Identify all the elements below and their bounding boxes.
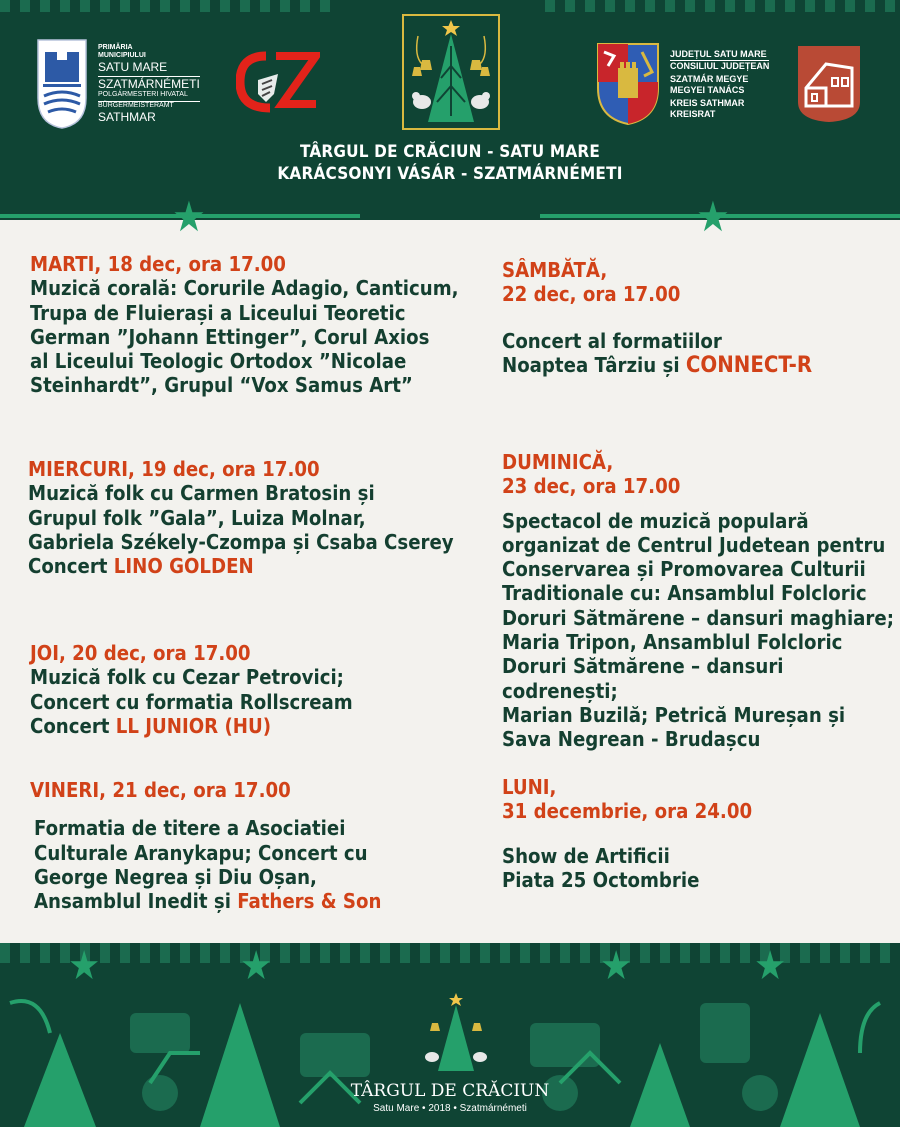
- star-icon: ★: [696, 192, 730, 241]
- judet-line5: KREIS SATHMAR: [670, 97, 745, 108]
- primaria-city: SATU MARE: [98, 60, 168, 74]
- event-line-prefix: Noaptea Târziu și: [502, 352, 686, 377]
- judet-line3: SZATMÁR MEGYE: [670, 73, 749, 84]
- judet-line4: MEGYEI TANÁCS: [670, 84, 745, 95]
- event-when: 23 dec, ora 17.00: [502, 474, 681, 499]
- event-line: Concert cu formatia Rollscream: [30, 689, 353, 714]
- judet-coat-of-arms-icon: [596, 42, 660, 126]
- event-line: Doruri Sătmărene – dansuri maghiare;: [502, 605, 894, 630]
- event-when: 22 dec, ora 17.00: [502, 282, 681, 307]
- event-line: Piata 25 Octombrie: [502, 867, 700, 892]
- event-duminica: [502, 450, 900, 752]
- judet-line2: CONSILIUL JUDEȚEAN: [670, 60, 770, 71]
- star-icon: ★: [600, 943, 633, 989]
- event-day: MARTI,: [30, 252, 102, 276]
- event-line: Marian Buzilă; Petrică Mureșan și: [502, 702, 846, 727]
- header-zigzag-left: [0, 0, 340, 12]
- event-line: Steinhardt”, Grupul “Vox Samus Art”: [30, 373, 413, 398]
- event-line-last: [502, 353, 812, 378]
- judet-text: [670, 49, 769, 120]
- primaria-de-small: BÜRGERMEISTERAMT: [98, 101, 200, 110]
- cz-logo-icon: [236, 50, 320, 114]
- event-line: Grupul folk ”Gala”, Luiza Molnar,: [28, 505, 366, 530]
- event-day: JOI,: [30, 641, 66, 665]
- star-icon: ★: [240, 943, 273, 989]
- christmas-tree-logo: [402, 14, 500, 130]
- primaria-de: SATHMAR: [98, 110, 156, 124]
- header-title-hu: KARÁCSONYI VÁSÁR - SZATMÁRNÉMETI: [277, 164, 623, 184]
- event-line: Culturale Aranykapu; Concert cu: [34, 840, 368, 865]
- event-line: Muzică corală: Corurile Adagio, Canticum,: [30, 276, 459, 301]
- header-banner: [0, 0, 900, 220]
- event-day: MIERCURI,: [28, 457, 135, 481]
- event-when: 21 dec, ora 17.00: [106, 778, 291, 802]
- footer-subtitle: Satu Mare • 2018 • Szatmárnémeti: [373, 1103, 527, 1114]
- event-joi: [30, 641, 353, 738]
- primaria-shield-icon: [36, 38, 88, 130]
- event-line-last: [30, 714, 353, 738]
- event-marti: [30, 252, 459, 398]
- headliner-name: CONNECT-R: [685, 352, 813, 378]
- event-miercuri: [28, 457, 454, 578]
- judet-line1: JUDEȚUL SATU MARE: [670, 49, 769, 61]
- headliner-name: Fathers & Son: [237, 889, 382, 914]
- headliner-name: LL JUNIOR (HU): [115, 713, 271, 738]
- event-line: Muzică folk cu Carmen Bratosin și: [28, 481, 375, 506]
- event-day: LUNI,: [502, 775, 557, 799]
- event-heading: [28, 457, 454, 481]
- event-line: Traditionale cu: Ansamblul Folcloric: [502, 581, 867, 606]
- event-day: DUMINICĂ,: [502, 450, 614, 474]
- event-line: German ”Johann Ettinger”, Corul Axios: [30, 324, 430, 349]
- judet-line6: KREISRAT: [670, 108, 716, 119]
- footer-banner: [0, 943, 900, 1127]
- event-heading: [30, 252, 459, 276]
- event-line: Gabriela Székely-Czompa și Csaba Cserey: [28, 529, 454, 554]
- star-icon: ★: [68, 943, 101, 989]
- event-line-last: [30, 889, 381, 913]
- primaria-logo: [36, 38, 200, 130]
- event-when: 19 dec, ora 17.00: [134, 457, 320, 481]
- event-line: Maria Tripon, Ansamblul Folcloric: [502, 630, 843, 655]
- event-when: 31 decembrie, ora 24.00: [502, 799, 753, 824]
- event-line-prefix: Concert: [28, 554, 114, 579]
- event-day: SÂMBĂTĂ,: [502, 258, 608, 282]
- event-line: Formatia de titere a Asociatiei: [34, 816, 346, 841]
- headliner-name: LINO GOLDEN: [113, 554, 254, 579]
- judet-logo: [596, 42, 769, 126]
- event-when: 20 dec, ora 17.00: [65, 641, 251, 665]
- event-line: Sava Negrean - Brudașcu: [502, 727, 761, 752]
- primaria-hu-small: POLGÁRMESTERI HIVATAL: [98, 91, 188, 98]
- event-line-last: [28, 554, 454, 578]
- event-vineri: [30, 778, 381, 913]
- footer-title: TÂRGUL DE CRĂCIUN: [350, 1081, 550, 1101]
- event-line: Spectacol de muzică populară: [502, 508, 809, 533]
- event-heading: [30, 641, 353, 665]
- primaria-small: PRIMĂRIA MUNICIPIULUI: [98, 44, 146, 59]
- primaria-hu: SZATMÁRNÉMETI: [98, 77, 200, 91]
- event-line: George Negrea și Diu Oșan,: [34, 864, 317, 889]
- house-logo-icon: [796, 44, 862, 124]
- star-icon: ★: [172, 192, 206, 241]
- event-line: organizat de Centrul Judetean pentru: [502, 532, 886, 557]
- event-line: Muzică folk cu Cezar Petrovici;: [30, 665, 344, 690]
- star-icon: ★: [754, 943, 787, 989]
- event-day: VINERI,: [30, 778, 107, 802]
- primaria-text: [98, 44, 200, 124]
- footer-tree-logo-icon: [420, 991, 492, 1075]
- event-line: Conservarea și Promovarea Culturii: [502, 557, 866, 582]
- event-line: Show de Artificii: [502, 843, 670, 868]
- event-line: Trupa de Fluierași a Liceului Teoretic: [30, 300, 406, 325]
- header-zigzag-right: [545, 0, 900, 12]
- event-line: Doruri Sătmărene – dansuri codrenești;: [502, 654, 784, 703]
- event-sambata: [502, 258, 812, 378]
- header-title-ro: TÂRGUL DE CRĂCIUN - SATU MARE: [300, 142, 600, 162]
- event-line: al Liceului Teologic Ortodox ”Nicolae: [30, 349, 407, 374]
- event-heading: [30, 778, 381, 802]
- christmas-tree-icon: [404, 16, 498, 128]
- event-luni: [502, 775, 752, 892]
- event-line-prefix: Concert: [30, 713, 116, 738]
- event-when: 18 dec, ora 17.00: [101, 252, 286, 276]
- event-line-prefix: Ansamblul Inedit și: [34, 889, 238, 914]
- event-line: Concert al formatiilor: [502, 328, 722, 353]
